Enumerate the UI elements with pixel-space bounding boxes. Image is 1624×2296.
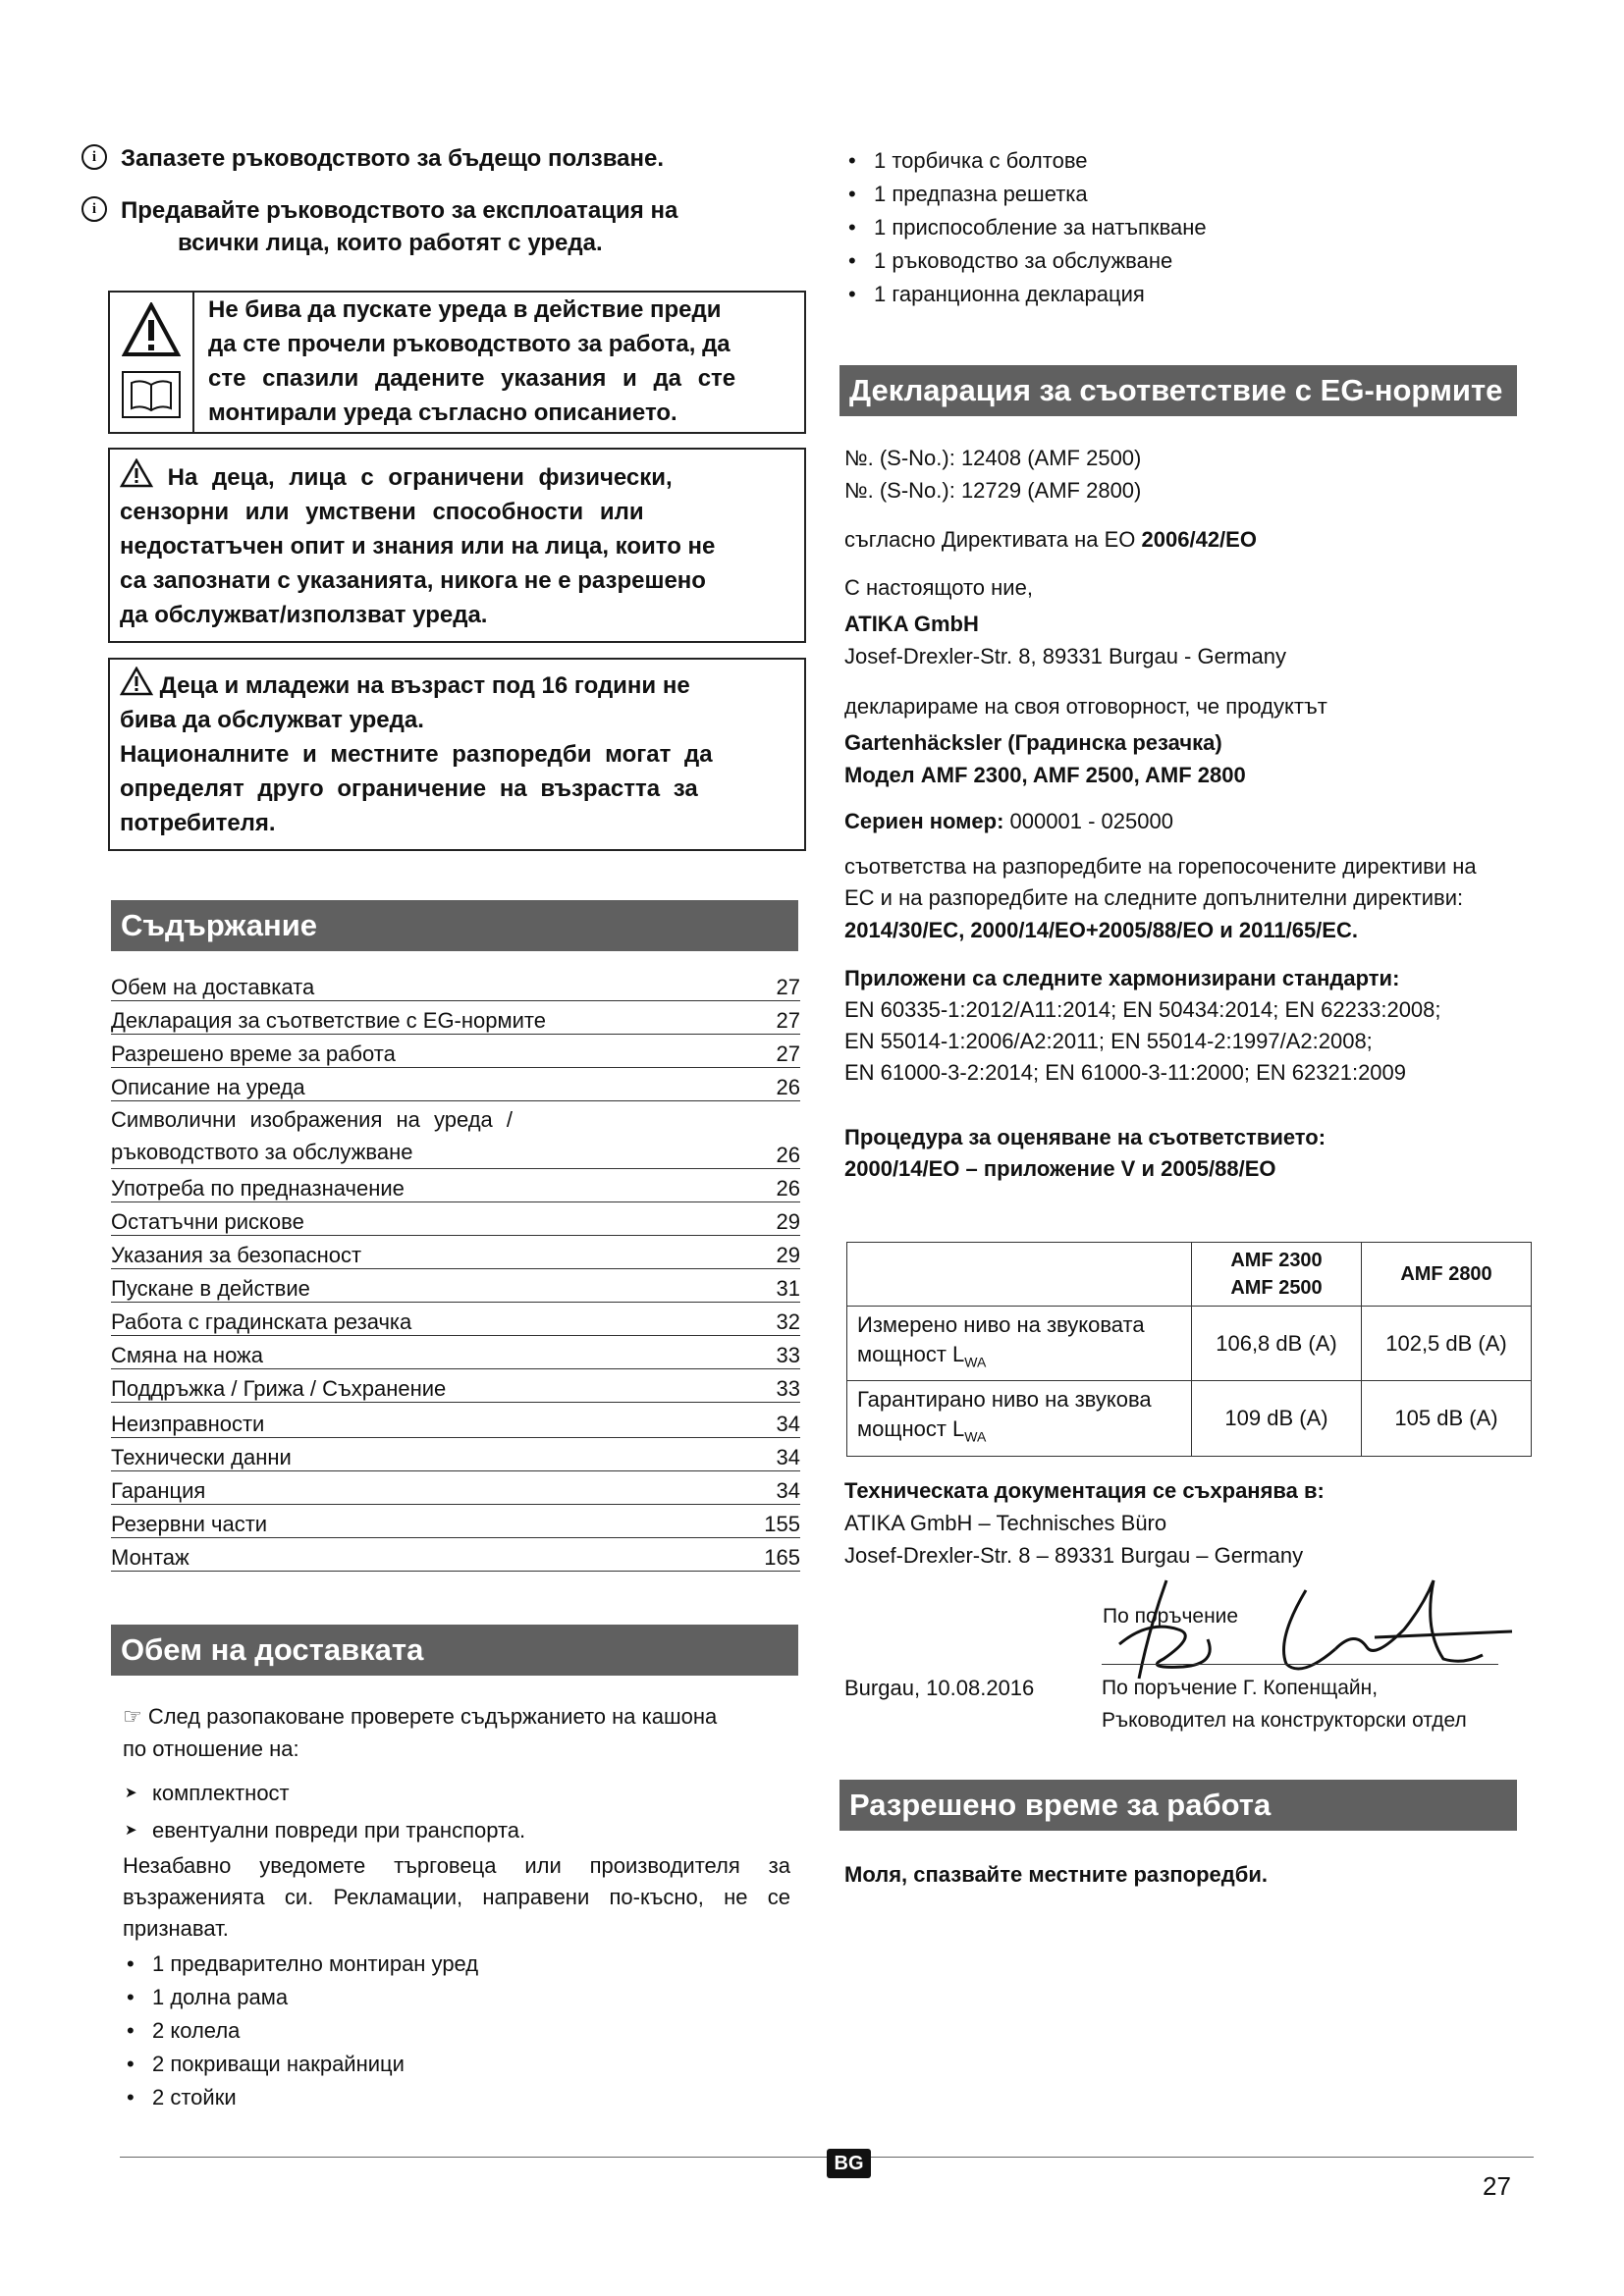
list-item: • 1 приспособление за натъпкване [844, 211, 1522, 244]
warning-box-age-limit [108, 658, 806, 851]
toc-row[interactable]: Остатъчни рискове 29 [111, 1202, 800, 1236]
declaration-body: №. (S-No.): 12408 (AMF 2500) №. (S-No.): 12729 (AMF 2800) съгласно Директивата на ЕО 2006/42/EO С настоящото ние, ATIKA GmbH Josef-Drexler-Str. 8, 89331 Burgau - Germany декларираме на своя отговорност, че продуктът Gartenhäcksler (Градинска резачка) Модел AMF 2300, AMF 2500, AMF 2800 Сериен номер: 000001 - 025000 съответства на разпоредбите на горепосочените директиви на ЕС и на разпоредбите на следните допълнителни директиви: 2014/30/EC, 2000/14/EO+2005/88/EO и 2011/65/EC. Приложени са следните хармонизирани стандарти: EN 60335-1:2012/A11:2014; EN 50434:2014; EN 62233:2008; EN 55014-1:2006/A2:2011; EN 55014-2:1997/A2:2008; EN 61000-3-2:2014; EN 61000-3-11:2000; EN 62321:2009 Процедура за оценяване на съответствието: 2000/14/EO – приложение V и 2005/88/EO [844, 446, 1477, 1181]
list-item: • 2 колела [123, 2014, 800, 2048]
warning-box-children-limited [108, 448, 806, 643]
list-item: • 1 гаранционна декларация [844, 278, 1522, 311]
list-item: • 1 предварително монтиран уред [123, 1948, 800, 1981]
info-note-pass-manual: i Предавайте ръководството за експлоатация на всички лица, които работят с уреда. [121, 194, 808, 259]
manual-book-icon [122, 371, 181, 418]
sound-level-table [846, 1242, 1532, 1457]
language-badge: BG [827, 2149, 871, 2178]
delivery-heading: Обем на доставката [111, 1625, 798, 1676]
info-icon: i [81, 196, 107, 222]
signatory: По поръчение Г. Копенщайн, Ръководител на конструкторски отдел [1102, 1677, 1467, 1732]
tech-docs: Техническата документация се съхранява в: ATIKA GmbH – Technisches Büro Josef-Drexler-Str. 8 – 89331 Burgau – Germany [844, 1478, 1325, 1568]
toc-row[interactable]: Смяна на ножа 33 [111, 1336, 800, 1369]
warning-text: Деца и младежи на възраст под 16 години не бива да обслужват уреда. Националните и местните разпоредби могат да определят друго ограничение на възрастта за потребителя. [120, 667, 797, 840]
notify-text: Незабавно уведомете търговеца или производителя за възраженията си. Рекламации, направени по-късно, не се признават. [123, 1853, 790, 1941]
toc-row[interactable]: Употреба по предназначение 26 [111, 1169, 800, 1202]
toc-heading: Съдържание [111, 900, 798, 951]
place-date: Burgau, 10.08.2016 [844, 1676, 1035, 1700]
list-item: • 1 торбичка с болтове [844, 144, 1522, 178]
toc-row[interactable]: Технически данни 34 [111, 1438, 800, 1471]
page-number: 27 [1483, 2171, 1511, 2201]
warning-triangle-icon [120, 667, 153, 696]
warning-text: На деца, лица с ограничени физически, сензорни или умствени способности или недостатъчен опит и знания или на лица, които не са запознати с указанията, никога не е разрешено да обслужват/използват уреда. [120, 458, 797, 632]
toc-row[interactable]: Декларация за съответствие с EG-нормите 27 [111, 1001, 800, 1035]
table-row: Гарантирано ниво на звукова мощност $L_{WA}$ 109 dB (A) 105 dB (A) [847, 1381, 1532, 1456]
toc-row[interactable]: Обем на доставката 27 [111, 968, 800, 1001]
toc-row[interactable]: Описание на уреда 26 [111, 1068, 800, 1101]
warning-triangle-icon [122, 302, 181, 357]
warning-box-read-manual [108, 291, 806, 434]
list-item: ➤ комплектност [123, 1777, 800, 1810]
table-header: AMF 2800 [1362, 1243, 1532, 1307]
list-item: • 1 долна рама [123, 1981, 800, 2014]
warning-triangle-icon [120, 458, 153, 488]
toc-row[interactable]: Символични изображения на уреда / ръководството за обслужване 26 [111, 1101, 800, 1169]
toc-row[interactable]: Резервни части 155 [111, 1505, 800, 1538]
toc-row[interactable]: Пускане в действие 31 [111, 1269, 800, 1303]
toc-row[interactable]: Монтаж 165 [111, 1538, 800, 1572]
handwritten-signature [1110, 1571, 1522, 1688]
toc-row[interactable]: Поддръжка / Грижа / Съхранение 33 [111, 1369, 800, 1403]
toc-row[interactable]: Указания за безопасност 29 [111, 1236, 800, 1269]
signature-line [1102, 1664, 1498, 1665]
toc-row[interactable]: Работа с градинската резачка 32 [111, 1303, 800, 1336]
delivery-items-continued [844, 144, 1522, 311]
table-of-contents [111, 968, 800, 1572]
list-item: • 2 покриващи накрайници [123, 2048, 800, 2081]
table-header: AMF 2300 AMF 2500 [1192, 1243, 1362, 1307]
warning-book-icon-panel [110, 293, 194, 432]
delivery-items [123, 1948, 800, 2114]
declaration-heading: Декларация за съответствие с EG-нормите [839, 365, 1517, 416]
working-time-heading: Разрешено време за работа [839, 1780, 1517, 1831]
list-item: • 2 стойки [123, 2081, 800, 2114]
toc-row[interactable]: Гаранция 34 [111, 1471, 800, 1505]
working-time-text: Моля, спазвайте местните разпоредби. [844, 1862, 1268, 1887]
warning-text: Не бива да пускате уреда в действие преди да сте прочели ръководството за работа, да сте спазили дадените указания и да сте монтирали уреда съгласно описанието. [208, 296, 736, 426]
info-icon: i [81, 144, 107, 170]
toc-row[interactable]: Неизправности 34 [111, 1403, 800, 1438]
delivery-intro: ☞ След разопаковане проверете съдържанието на кашона по отношение на: [123, 1704, 718, 1761]
list-item: • 1 предпазна решетка [844, 178, 1522, 211]
table-row: Измерено ниво на звуковата мощност $L_{WA}$ 106,8 dB (A) 102,5 dB (A) [847, 1307, 1532, 1381]
info-note-keep-manual: i Запазете ръководството за бъдещо ползване. [121, 142, 808, 175]
list-item: ➤ евентуални повреди при транспорта. [123, 1814, 800, 1847]
check-list [123, 1777, 800, 1847]
list-item: • 1 ръководство за обслужване [844, 244, 1522, 278]
toc-row[interactable]: Разрешено време за работа 27 [111, 1035, 800, 1068]
signature-top-label: По поръчение [1103, 1605, 1239, 1628]
